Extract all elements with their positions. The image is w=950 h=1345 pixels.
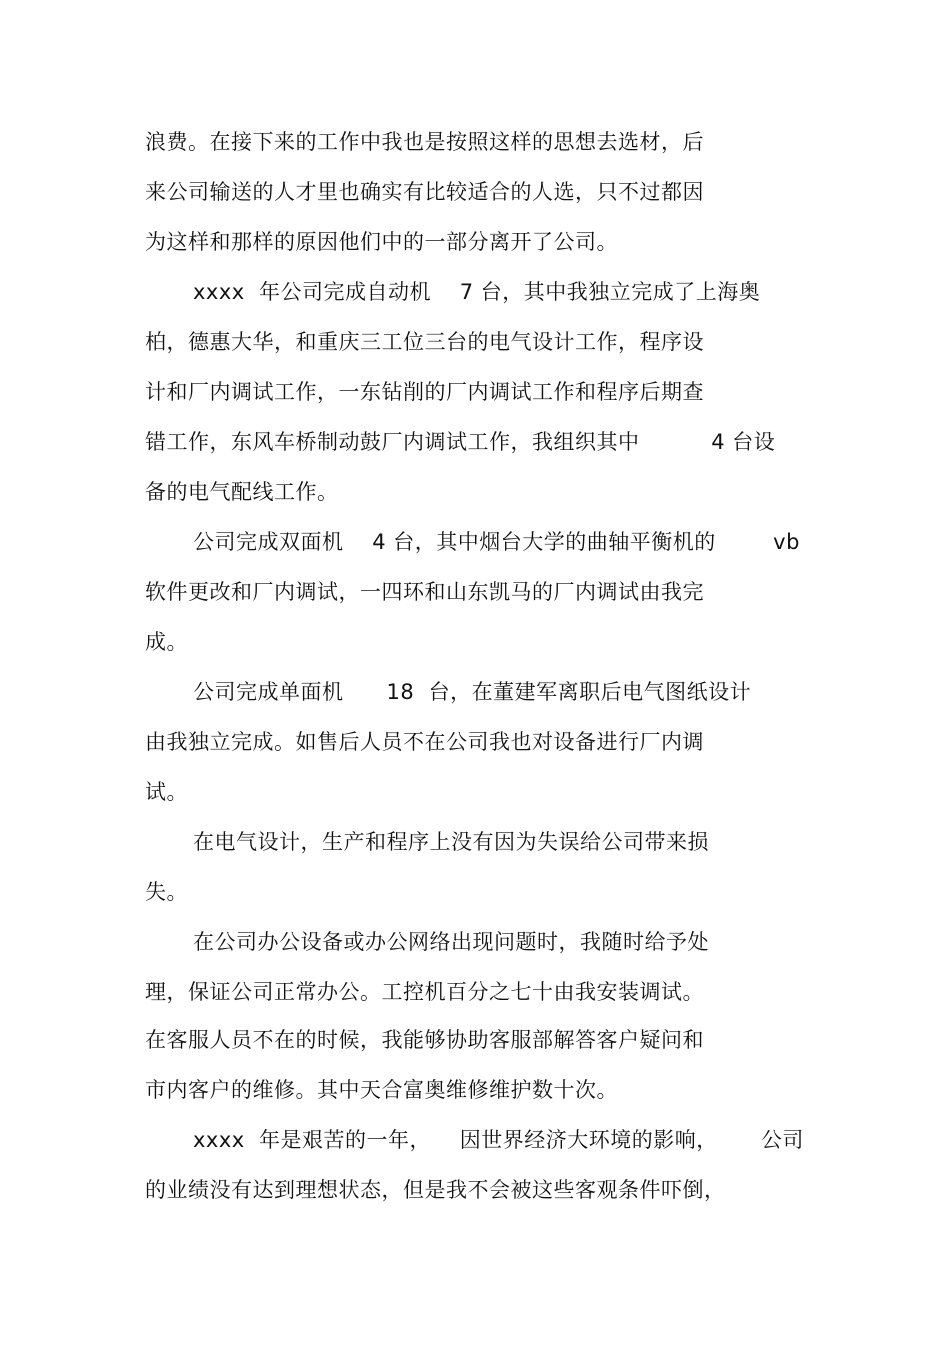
paragraph-first-line: 在公司办公设备或办公网络出现问题时，我随时给予处 xyxy=(193,930,709,954)
paragraph-first-line: xxxx 年公司完成自动机 7 台，其中我独立完成了上海奥 xyxy=(193,280,761,304)
text-line: 为这样和那样的原因他们中的一部分离开了公司。 xyxy=(145,230,618,254)
text-line: 来公司输送的人才里也确实有比较适合的人选，只不过都因 xyxy=(145,180,704,204)
text-line: 由我独立完成。如售后人员不在公司我也对设备进行厂内调 xyxy=(145,730,704,754)
text-line: 软件更改和厂内调试，一四环和山东凯马的厂内调试由我完 xyxy=(145,580,704,604)
text-line: 的业绩没有达到理想状态，但是我不会被这些客观条件吓倒， xyxy=(145,1178,726,1202)
paragraph-first-line: 公司完成双面机 4 台，其中烟台大学的曲轴平衡机的 vb xyxy=(193,530,800,554)
text-line: 理，保证公司正常办公。工控机百分之七十由我安装调试。 xyxy=(145,980,704,1004)
text-line: 柏，德惠大华，和重庆三工位三台的电气设计工作，程序设 xyxy=(145,330,704,354)
text-line: 失。 xyxy=(145,880,188,904)
text-line: 市内客户的维修。其中天合富奥维修维护数十次。 xyxy=(145,1078,618,1102)
text-line: 备的电气配线工作。 xyxy=(145,480,339,504)
text-line: 计和厂内调试工作，一东钻削的厂内调试工作和程序后期查 xyxy=(145,380,704,404)
text-line: 在客服人员不在的时候，我能够协助客服部解答客户疑问和 xyxy=(145,1028,704,1052)
paragraph-first-line: xxxx 年是艰苦的一年， 因世界经济大环境的影响， 公司 xyxy=(193,1128,804,1152)
paragraph-first-line: 在电气设计，生产和程序上没有因为失误给公司带来损 xyxy=(193,830,709,854)
text-line: 试。 xyxy=(145,780,188,804)
text-line: 成。 xyxy=(145,630,188,654)
text-line: 错工作，东风车桥制动鼓厂内调试工作，我组织其中 4 台设 xyxy=(145,430,776,454)
paragraph-first-line: 公司完成单面机 18 台，在董建军离职后电气图纸设计 xyxy=(193,680,752,704)
text-line: 浪费。在接下来的工作中我也是按照这样的思想去选材，后 xyxy=(145,130,704,154)
